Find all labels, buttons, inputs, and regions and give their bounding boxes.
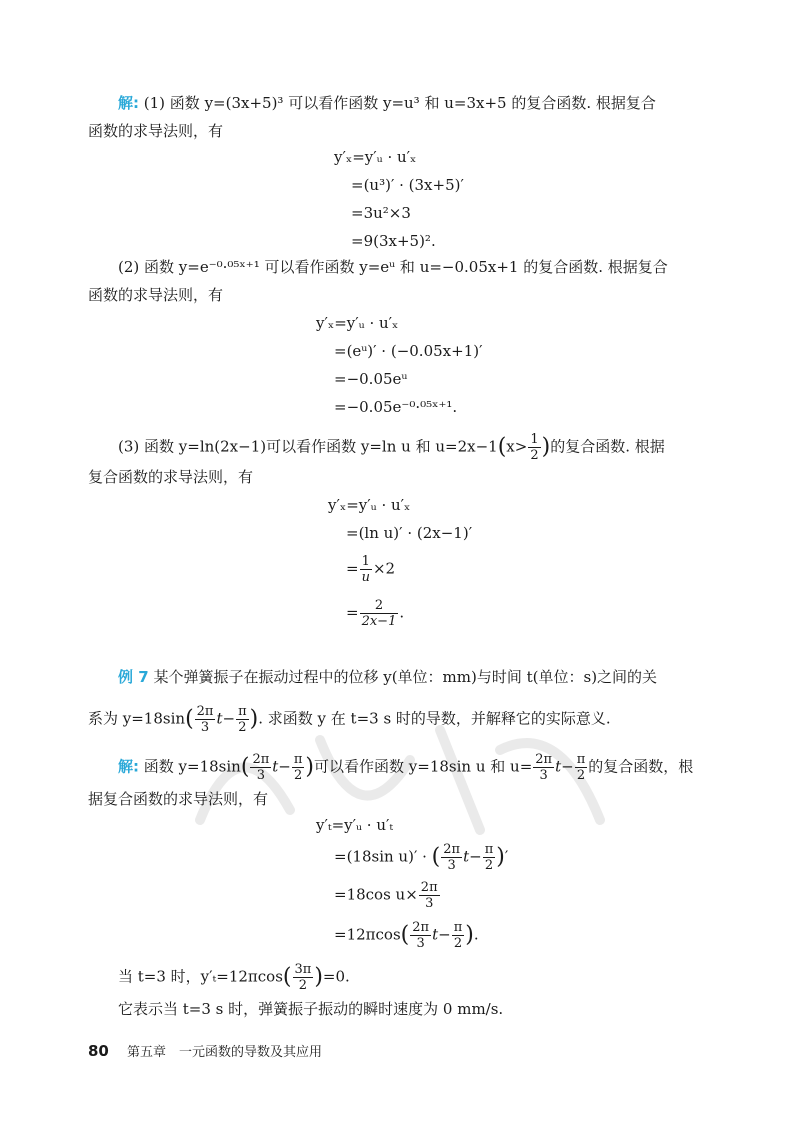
part3-intro: (3) 函数 y=ln(2x−1)可以看作函数 y=ln u 和 u=2x−1(x> $\frac{1}{2}$ )的复合函数. 根据: [118, 432, 665, 463]
page-footer: [88, 1041, 322, 1060]
part3-step-4: = $\frac{2}{2x-1}$ .: [346, 598, 405, 629]
example-label: 例 7: [118, 668, 149, 686]
part3-step-2: =(ln u)′ · (2x−1)′: [346, 524, 473, 542]
sol2-step-1: y′ₜ=y′ᵤ · u′ₜ: [316, 816, 394, 834]
part2-step-1: y′ₓ=y′ᵤ · u′ₓ: [316, 314, 399, 332]
part2-step-4: =−0.05e⁻⁰·⁰⁵ˣ⁺¹.: [334, 398, 458, 416]
part1-step-4: =9(3x+5)².: [351, 232, 436, 250]
sol2-step-4: =12πcos( $\frac{2\pi}{3}$ t− $\frac{\pi}{2}$ ).: [334, 920, 479, 951]
solution1-part1-intro: [118, 92, 656, 114]
part1-step-2: =(u³)′ · (3x+5)′: [351, 176, 464, 194]
solution-label: 解:: [118, 94, 139, 112]
solution2-when: 当 t=3 时，y′ₜ=12πcos( $\frac{3\pi}{2}$ )=0.: [118, 962, 350, 993]
sol2-step-3: =18cos u× $\frac{2\pi}{3}$: [334, 880, 438, 911]
solution2-line1: 解: 函数 y=18sin( $\frac{2\pi}{3}$ t− $\frac{\pi}{2}$ )可以看作函数 y=18sin u 和 u= $\frac{2\pi}{3}$ t− $\frac{\pi}{2}$ 的复合函数，根: [118, 752, 694, 783]
example7-text-1: 某个弹簧振子在振动过程中的位移 y(单位：mm)与时间 t(单位：s)之间的关: [153, 668, 658, 686]
solution2-line2: 据复合函数的求导法则，有: [88, 790, 269, 808]
sol2-step-2: =(18sin u)′ · ( $\frac{2\pi}{3}$ t− $\frac{\pi}{2}$ )′: [334, 842, 509, 873]
part3-step-3: = $\frac{1}{u}$ ×2: [346, 554, 396, 585]
example7-line2: 系为 y=18sin( $\frac{2\pi}{3}$ t− $\frac{\pi}{2}$ ). 求函数 y 在 t=3 s 时的导数，并解释它的实际意义.: [88, 704, 611, 735]
chapter-title: 第五章 一元函数的导数及其应用: [127, 1045, 323, 1060]
part3-intro-b: 的复合函数. 根据: [550, 437, 665, 456]
part1-intro-cont: 函数的求导法则，有: [88, 122, 224, 140]
part3-intro-cont: 复合函数的求导法则，有: [88, 468, 254, 486]
part2-intro-cont: 函数的求导法则，有: [88, 286, 224, 304]
example7-line1: [118, 666, 657, 688]
part3-condition: x>: [506, 437, 528, 456]
part3-intro-a: (3) 函数 y=ln(2x−1)可以看作函数 y=ln u 和 u=2x−1: [118, 437, 498, 456]
part2-step-2: =(eᵘ)′ · (−0.05x+1)′: [334, 342, 483, 360]
part2-step-3: =−0.05eᵘ: [334, 370, 408, 388]
part2-intro: (2) 函数 y=e⁻⁰·⁰⁵ˣ⁺¹ 可以看作函数 y=eᵘ 和 u=−0.05x+1 的复合函数. 根据复合: [118, 258, 668, 276]
solution-label-2: 解:: [118, 757, 139, 776]
solution2-meaning: 它表示当 t=3 s 时，弹簧振子振动的瞬时速度为 0 mm/s.: [118, 1000, 504, 1018]
part1-step-3: =3u²×3: [351, 204, 411, 222]
page-number: 80: [88, 1042, 109, 1060]
fraction-half: $\frac{1}{2}$: [530, 432, 539, 463]
part1-step-1: y′ₓ=y′ᵤ · u′ₓ: [334, 148, 417, 166]
part1-intro-text: (1) 函数 y=(3x+5)³ 可以看作函数 y=u³ 和 u=3x+5 的复合函数. 根据复合: [143, 94, 656, 112]
part3-step-1: y′ₓ=y′ᵤ · u′ₓ: [328, 496, 411, 514]
